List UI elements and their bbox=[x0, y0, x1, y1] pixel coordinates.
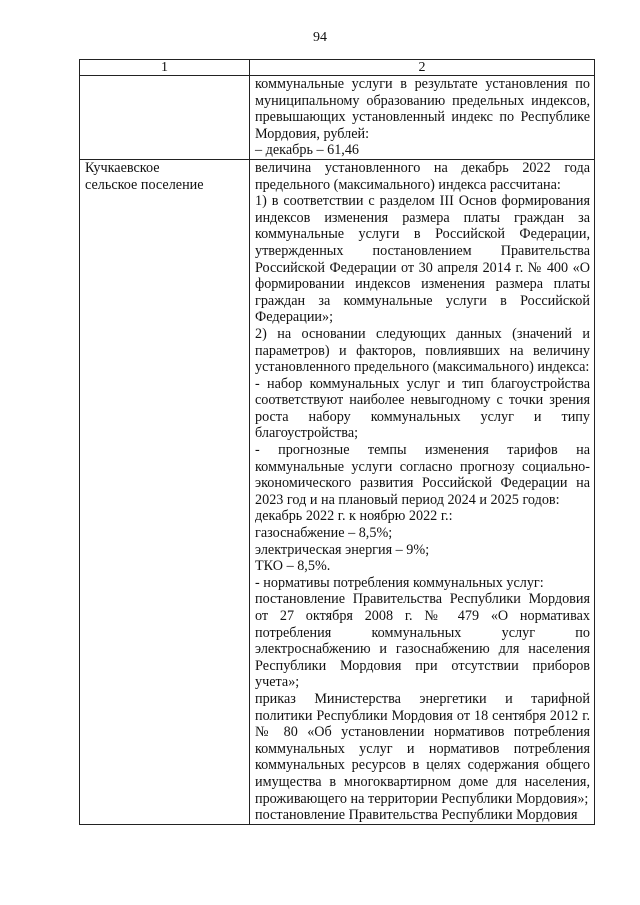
municipality-name: Кучкаевское bbox=[85, 159, 160, 176]
paragraph: 1) в соответствии с разделом III Основ формирования индексов изменения размера платы граждан за коммунальные услуги в Российской Федерации, утвержденных постановлением Правительства Российской Федерации от 30 апреля 2014 г. № 400 «О формировании индексов изменения размера платы граждан за коммунальные услуги в Российской Федерации»; bbox=[255, 193, 590, 326]
paragraph: - нормативы потребления коммунальных услуг: bbox=[255, 574, 544, 591]
paragraph: коммунальные услуги в результате установления по муниципальному образованию предельных индексов, превышающих установленный индекс по Республике Мордовия, рублей: bbox=[255, 76, 590, 142]
page-number: 94 bbox=[313, 30, 327, 45]
paragraph: - прогнозные темпы изменения тарифов на коммунальные услуги согласно прогнозу социально-экономического развития Российской Федерации на 2023 год и на плановый период 2024 и 2025 годов: bbox=[255, 442, 590, 508]
document-table bbox=[79, 59, 595, 825]
paragraph: электрическая энергия – 9%; bbox=[255, 541, 430, 558]
column-header: 2 bbox=[250, 60, 595, 76]
paragraph: газоснабжение – 8,5%; bbox=[255, 525, 393, 542]
table-row bbox=[80, 159, 595, 824]
description-cell bbox=[250, 159, 595, 824]
table-header-row bbox=[80, 60, 595, 76]
paragraph: величина установленного на декабрь 2022 года предельного (максимального) индекса рассчитана: bbox=[255, 159, 590, 193]
paragraph: постановление Правительства Республики Мордовия от 27 октября 2008 г. № 479 «О нормативах потребления коммунальных услуг по электроснабжению и газоснабжению для населения Республики Мордовия при отсутствии приборов учета»; bbox=[255, 591, 590, 691]
municipality-type: сельское поселение bbox=[85, 176, 204, 193]
paragraph: приказ Министерства энергетики и тарифной политики Республики Мордовия от 18 сентября 2012 г. № 80 «Об установлении нормативов потребления коммунальных услуг и нормативов потребления коммунальных ресурсов в целях содержания общего имущества в многоквартирном доме для населения, проживающего на территории Республики Мордовия»; bbox=[255, 690, 590, 807]
paragraph: декабрь 2022 г. к ноябрю 2022 г.: bbox=[255, 508, 453, 525]
paragraph: ТКО – 8,5%. bbox=[255, 558, 331, 575]
municipality-cell bbox=[80, 159, 250, 824]
paragraph: постановление Правительства Республики Мордовия bbox=[255, 807, 578, 824]
paragraph: - набор коммунальных услуг и тип благоустройства соответствуют наиболее невыгодному с точки зрения роста набору коммунальных услуг и типу благоустройства; bbox=[255, 375, 590, 442]
paragraph: 2) на основании следующих данных (значений и параметров) и факторов, повлиявших на величину установленного предельного (максимального) индекса: bbox=[255, 325, 590, 376]
table-row bbox=[80, 76, 595, 160]
paragraph: – декабрь – 61,46 bbox=[255, 142, 360, 159]
column-header: 1 bbox=[80, 60, 250, 76]
description-cell bbox=[250, 76, 595, 160]
municipality-cell bbox=[80, 76, 250, 160]
